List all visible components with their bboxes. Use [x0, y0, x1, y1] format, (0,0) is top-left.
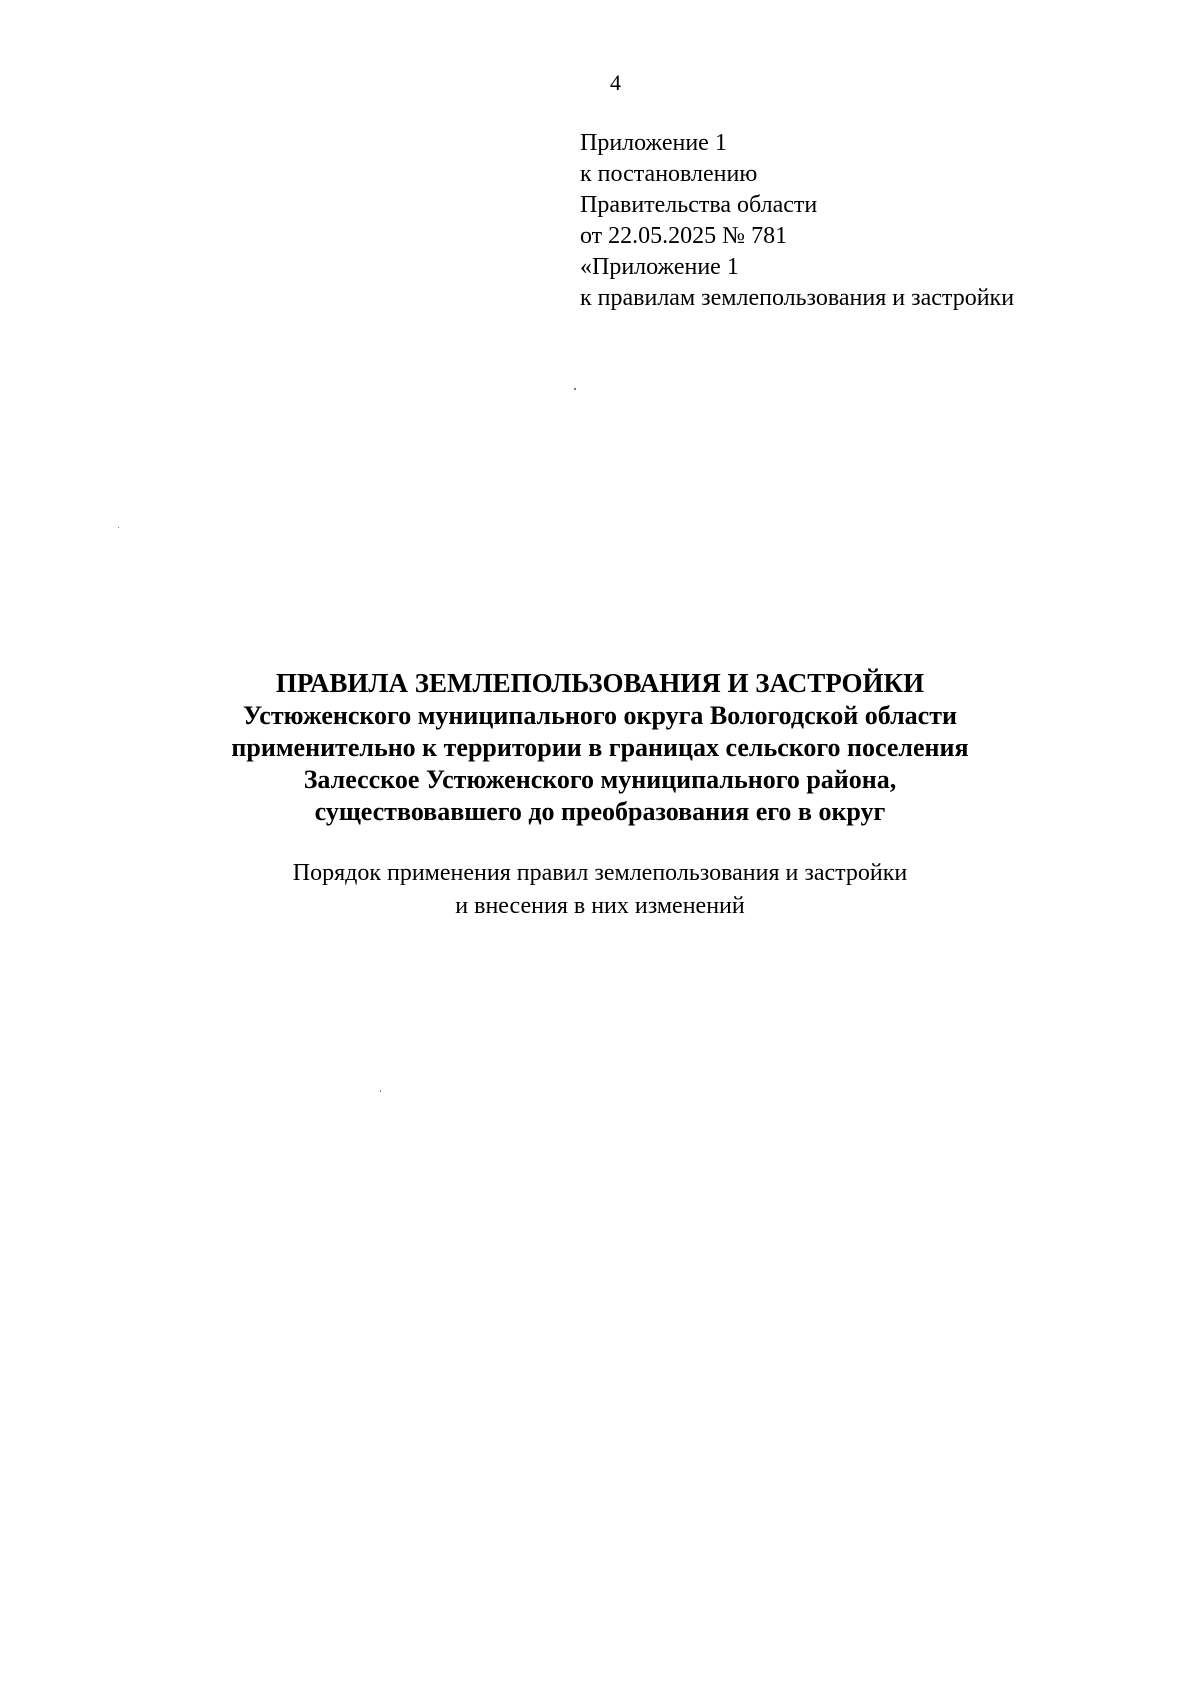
- title-line: существовавшего до преобразования его в округ: [314, 797, 886, 826]
- scan-speck: [574, 388, 576, 390]
- page-number: 4: [610, 70, 621, 95]
- appendix-line: от 22.05.2025 № 781: [580, 223, 788, 249]
- appendix-line: Приложение 1: [580, 130, 727, 156]
- appendix-line: «Приложение 1: [580, 254, 739, 280]
- subtitle-line: Порядок применения правил землепользования и застройки: [292, 860, 908, 886]
- document-title: [0, 666, 1200, 828]
- title-line: Устюженского муниципального округа Вологодской области: [243, 701, 957, 730]
- appendix-reference: [580, 128, 1014, 314]
- subtitle-line: и внесения в них изменений: [455, 893, 745, 919]
- title-line: применительно к территории в границах сельского поселения: [231, 733, 969, 762]
- appendix-line: к правилам землепользования и застройки: [580, 285, 1015, 311]
- scan-speck: [118, 527, 119, 528]
- title-line: Залесское Устюженского муниципального района,: [303, 765, 897, 794]
- scan-speck: [380, 1090, 381, 1092]
- title-main: ПРАВИЛА ЗЕМЛЕПОЛЬЗОВАНИЯ И ЗАСТРОЙКИ: [275, 668, 925, 698]
- appendix-line: к постановлению: [580, 161, 758, 187]
- appendix-line: Правительства области: [580, 192, 818, 218]
- document-subtitle: [0, 857, 1200, 923]
